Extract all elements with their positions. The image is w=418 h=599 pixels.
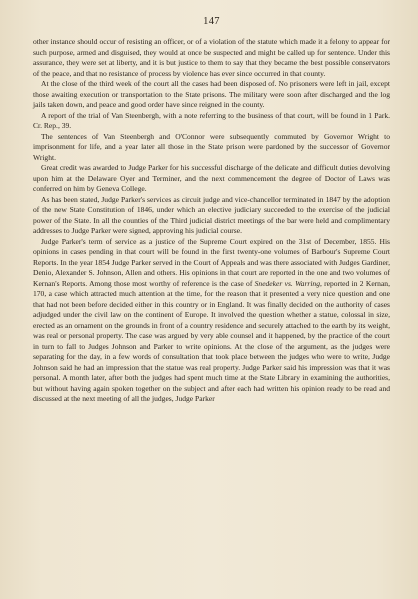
paragraph-sentences: The sentences of Van Steenbergh and O'Connor were subsequently commuted by Governor Wright to imprisonment for life, and a year later all those in the State prison were pardoned by the successor of Governor Wright. <box>33 131 390 162</box>
paragraph-text-before-case: Judge Parker's term of service as a justice of the Supreme Court expired on the 31st of December, 1855. His opinions in cases pending in that court will be found in the first twenty-one volumes of Barbour's Supreme Court Reports. In the year 1854 Judge Parker served in the Court of Appeals and was there associated with Judges Gardiner, Denio, Alexander S. Johnson, Allen and others. His opinions in that court are reported in the one and two volumes of Kernan's Reports. Among those most worthy of reference is the case of <box>33 236 390 288</box>
paragraph-text-after-case: , reported in 2 Kernan, 170, a case which attracted much attention at the time, for the reason that it presented a very nice question and one that had not been before decided either in this country or in England. It was finally decided on the authority of cases adjudged under the civil law on the continent of Europe. It involved the question whether a statue, colossal in size, erected as an ornament on the grounds in front of a country residence and securely attached to the earth by its weight, was real or personal property. The case was argued by very able counsel and it happened, by the practice of the court in turn to fall to Judges Johnson and Parker to write opinions. At the close of the argument, as the judges were separating for the day, in a few words of consultation that took place between the judges who were to write, Judge Johnson said he had an impression that the statue was real property. Judge Parker said his impression was that it was personal. A month later, after both the judges had spent much time at the State Library in examining the authorities, but without having again spoken together on the subject and after each had written his opinion ready to be read and discussed at the next meeting of all the judges, Judge Parker <box>33 278 390 403</box>
paragraph-services: As has been stated, Judge Parker's services as circuit judge and vice-chancellor terminated in 1847 by the adoption of the new State Constitution of 1846, under which an elective judiciary succeeded to the exercise of the judicial power of the State. In all the counties of the Third judicial district meetings of the bar were held and complimentary addresses to Judge Parker were signed, approving his judicial course. <box>33 194 390 235</box>
case-name: Snedeker vs. Warring <box>254 278 320 288</box>
paragraph-trial-report: A report of the trial of Van Steenbergh, with a note referring to the business of that court, will be found in 1 Park. Cr. Rep., 39. <box>33 110 390 130</box>
body-text <box>33 37 390 405</box>
page-number: 147 <box>203 16 220 27</box>
paragraph-continued: other instance should occur of resisting an officer, or of a violation of the statute which made it a felony to appear for such purpose, armed and disguised, they would at once be suspected and might be called up for sentence. Under this assurance, they were set at liberty, and it is but justice to them to say that they became the best possible conservators of the peace, and that no resistance of process by violence has ever since occurred in that county. <box>33 37 390 78</box>
paragraph-court-close: At the close of the third week of the court all the cases had been disposed of. No prisoners were left in jail, except those awaiting execution or transportation to the State prisons. The military were soon after discharged and the log jails taken down, and peace and good order have since reigned in the county. <box>33 79 390 109</box>
paragraph-credit: Great credit was awarded to Judge Parker for his successful discharge of the delicate and difficult duties devolving upon him at the Delaware Oyer and Terminer, and the next commencement the degree of Doctor of Laws was conferred on him by Geneva College. <box>33 163 390 193</box>
paragraph-term-of-service <box>33 237 390 405</box>
